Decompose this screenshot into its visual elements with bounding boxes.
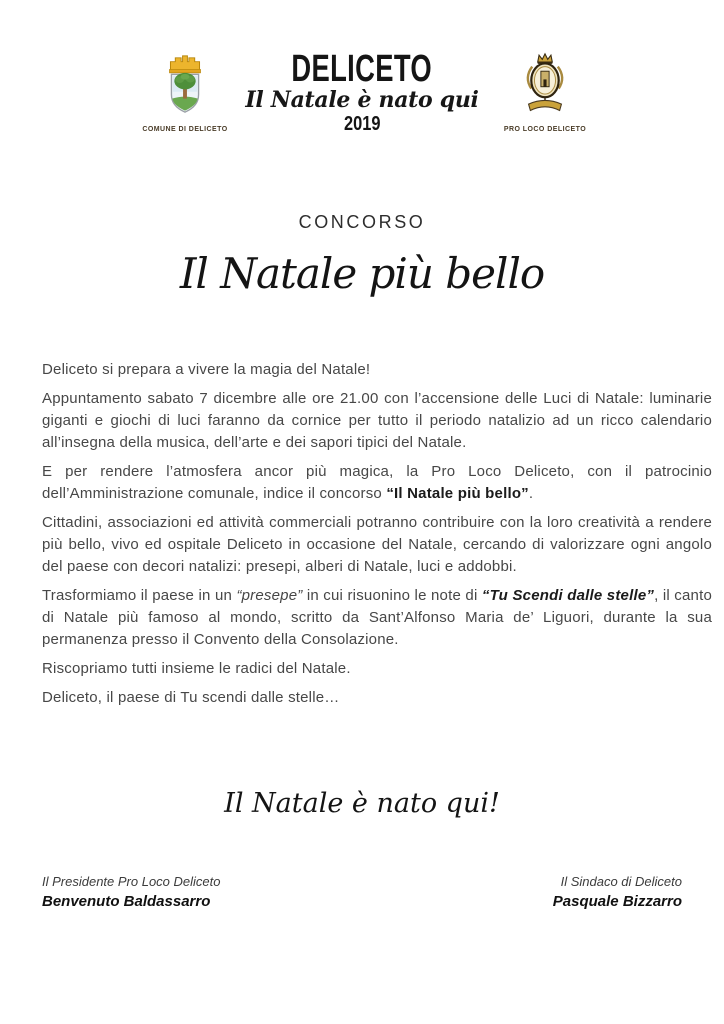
body-text <box>42 359 712 716</box>
signature-president-name: Benvenuto Baldassarro <box>42 893 211 910</box>
contest-title: Il Natale più bello <box>179 249 545 298</box>
paragraph <box>42 585 712 651</box>
text-run: Riscopriamo tutti insieme le radici del Natale. <box>42 660 351 677</box>
paragraph <box>42 687 712 709</box>
paragraph <box>42 461 712 505</box>
header-title-block <box>0 48 724 135</box>
text-run: “presepe” <box>236 587 303 604</box>
paragraph <box>42 359 712 381</box>
closing-script-line: Il Natale è nato qui! <box>224 788 500 819</box>
paragraph <box>42 658 712 680</box>
text-run: E per rendere l’atmosfera ancor più magica, la Pro Loco Deliceto, con il patrocinio dell’Amministrazione comunale, indice il concorso <box>42 463 712 502</box>
text-run: , il canto di Natale più famoso al mondo, scritto da Sant’Alfonso Maria de’ Liguori, durante la sua permanenza presso il Convento della Consolazione. <box>42 587 712 648</box>
pro-loco-logo-block <box>490 52 600 133</box>
text-run: in cui risuonino le note di <box>302 587 482 604</box>
paragraph <box>42 388 712 454</box>
contest-label: CONCORSO <box>298 212 426 232</box>
signature-mayor-role: Il Sindaco di Deliceto <box>560 874 682 889</box>
header-subtitle: Il Natale è nato qui <box>245 87 479 113</box>
signature-president-role: Il Presidente Pro Loco Deliceto <box>42 874 221 889</box>
text-run: Cittadini, associazioni ed attività commerciali potranno contribuire con la loro creatività a rendere più bello, vivo ed ospitale Deliceto in occasione del Natale, cercando di valorizzare ogni angolo del paese con decori natalizi: presepi, alberi di Natale, luci e addobbi. <box>42 514 712 575</box>
paragraph <box>42 512 712 578</box>
signature-mayor-name: Pasquale Bizzarro <box>552 893 682 910</box>
text-run: . <box>528 485 534 502</box>
text-run: Appuntamento sabato 7 dicembre alle ore 21.00 con l’accensione delle Luci di Natale: luminarie giganti e giochi di luci faranno da cornice per tutto il periodo natalizio ad un ricco calendario all’insegna della musica, dell’arte e dei sapori tipici del Natale. <box>42 390 712 451</box>
signature-president <box>42 872 220 912</box>
page-title: DELICETO <box>291 48 433 90</box>
text-run: Deliceto, il paese di Tu scendi dalle stelle… <box>42 689 340 706</box>
text-run: “Tu Scendi dalle stelle” <box>481 587 655 604</box>
pro-loco-crest-icon <box>518 52 572 116</box>
text-run: Deliceto si prepara a vivere la magia del Natale! <box>42 361 371 378</box>
signature-mayor <box>553 872 682 912</box>
text-run: “Il Natale più bello” <box>386 485 529 502</box>
header-year: 2019 <box>343 113 381 135</box>
comune-logo-caption: COMUNE DI DELICETO <box>142 126 228 133</box>
text-run: Trasformiamo il paese in un <box>42 587 237 604</box>
pro-loco-logo-caption: PRO LOCO DELICETO <box>503 126 587 133</box>
